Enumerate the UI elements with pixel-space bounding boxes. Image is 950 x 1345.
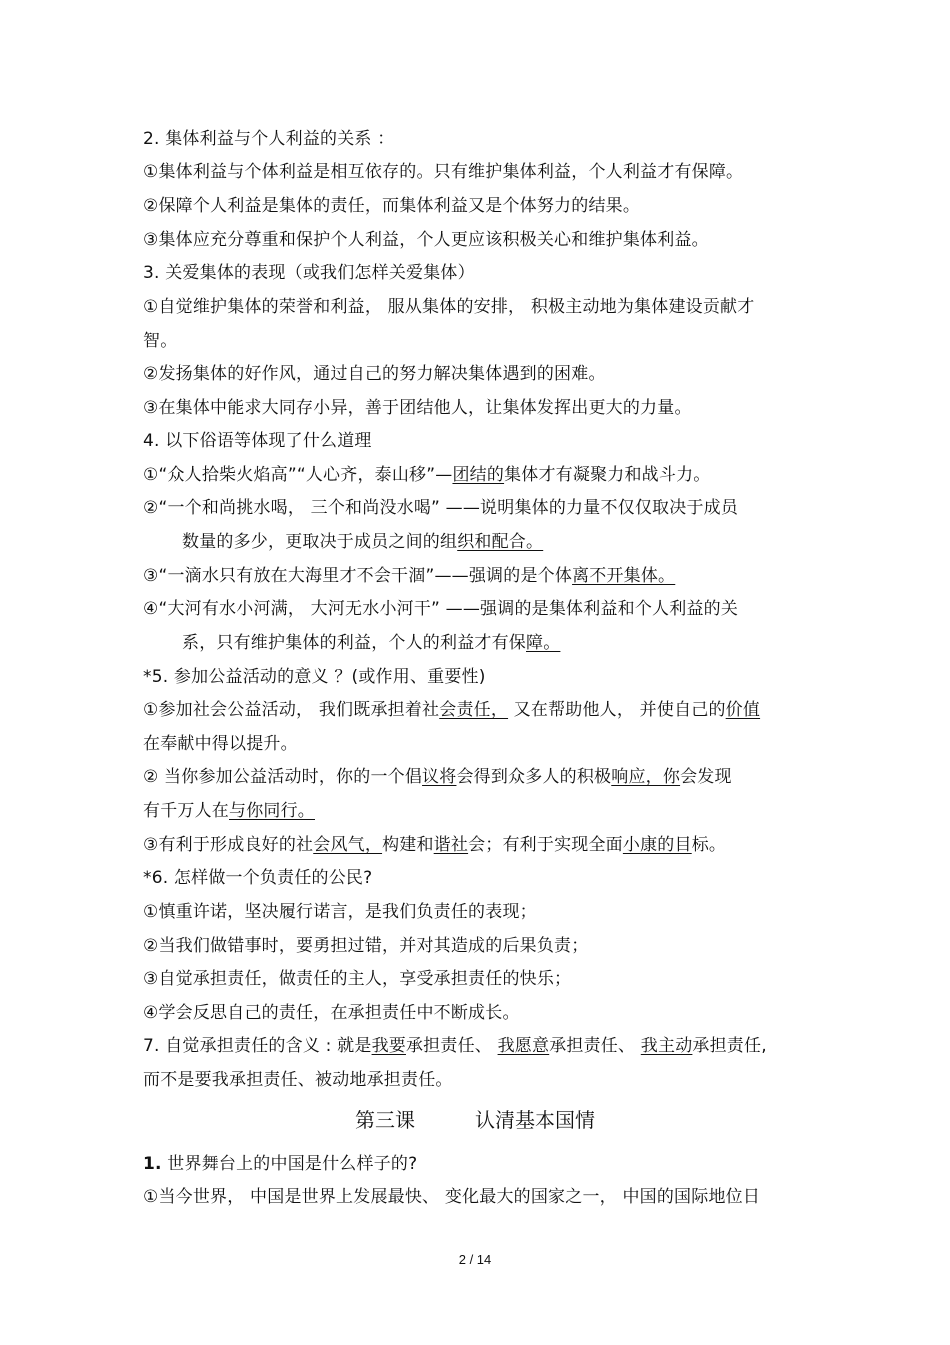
text-segment: 有千万人在 xyxy=(143,801,229,821)
text-segment: ③有利于形成良好的社 xyxy=(143,835,314,855)
text-segment: 又在帮助他人， 并使自己的 xyxy=(508,700,726,720)
heading-collective-personal-relation: 2. 集体利益与个人利益的关系 ： xyxy=(143,129,395,149)
underlined-text: 议将 xyxy=(422,767,457,787)
text-segment: 承担责任, xyxy=(692,1036,767,1056)
text-line: ②“一个和尚挑水喝， 三个和尚没水喝” ——说明集体的力量不仅仅取决于成员 xyxy=(143,498,739,518)
underlined-text: 会责任， xyxy=(439,700,509,720)
underlined-text: 价值 xyxy=(725,700,761,720)
underlined-text: 我要 xyxy=(371,1036,406,1056)
text-line: ③自觉承担责任，做责任的主人，享受承担责任的快乐； xyxy=(143,969,572,989)
text-line: ③集体应充分尊重和保护个人利益，个人更应该积极关心和维护集体利益。 xyxy=(143,230,709,250)
page-number: 2 / 14 xyxy=(458,1252,492,1267)
text-line: 而不是要我承担责任、被动地承担责任。 xyxy=(143,1070,453,1090)
text-line xyxy=(143,834,726,856)
text-line: ④学会反思自己的责任，在承担责任中不断成长。 xyxy=(143,1003,520,1023)
text-line: ①自觉维护集体的荣誉和利益， 服从集体的安排， 积极主动地为集体建设贡献才 xyxy=(143,297,755,317)
text-line: ②发扬集体的好作风，通过自己的努力解决集体遇到的困难。 xyxy=(143,364,606,384)
text-segment: 会得到众多人的积极 xyxy=(456,767,612,787)
text-line xyxy=(143,565,675,587)
underlined-text: 离不开集体。 xyxy=(572,566,676,586)
text-segment: ①“众人拾柴火焰高”“人心齐，泰山移”— xyxy=(143,465,453,485)
underlined-text: 我愿意 xyxy=(497,1036,550,1056)
text-segment: 会；有利于实现全面 xyxy=(468,835,623,855)
text-segment: ③“一滴水只有放在大海里才不会干涸”——强调的是个体 xyxy=(143,566,573,586)
heading-public-welfare: *5. 参加公益活动的意义 ？(或作用、重要性) xyxy=(143,667,486,687)
heading-china-world-stage xyxy=(143,1153,417,1175)
heading-responsible-citizen: *6. 怎样做一个负责任的公民? xyxy=(143,868,373,888)
item-number: 1. xyxy=(143,1154,162,1174)
text-line xyxy=(143,1035,767,1057)
text-segment: 承担责任、 xyxy=(549,1036,641,1056)
text-segment: 系，只有维护集体的利益，个人的利益才有保 xyxy=(182,633,526,653)
text-segment: 数量的多少，更取决于成员之间的组 xyxy=(182,532,458,552)
text-line xyxy=(143,800,315,822)
underlined-text: 会风气， xyxy=(313,835,383,855)
text-segment: ①参加社会公益活动， 我们既承担着社 xyxy=(143,700,440,720)
text-segment: 承担责任、 xyxy=(405,1036,498,1056)
underlined-text: 与你同行。 xyxy=(229,801,315,821)
text-line: ②保障个人利益是集体的责任，而集体利益又是个体努力的结果。 xyxy=(143,196,641,216)
underlined-text: 障。 xyxy=(526,633,561,653)
text-line xyxy=(143,464,710,486)
heading-proverbs: 4. 以下俗语等体现了什么道理 xyxy=(143,431,372,451)
text-line xyxy=(143,699,760,721)
text-segment: 7. 自觉承担责任的含义 : 就是 xyxy=(143,1036,372,1056)
underlined-text: 团结的 xyxy=(452,465,505,485)
text-line: ④“大河有水小河满， 大河无水小河干” ——强调的是集体利益和个人利益的关 xyxy=(143,599,739,619)
text-line: 智。 xyxy=(143,331,178,351)
text-line: ②当我们做错事时，要勇担过错，并对其造成的后果负责； xyxy=(143,936,589,956)
text-line xyxy=(143,766,732,788)
underlined-text: 小康的目 xyxy=(622,835,692,855)
text-segment: 集体才有凝聚力和战斗力。 xyxy=(504,465,711,485)
text-line xyxy=(182,531,543,553)
text-line: ①集体利益与个体利益是相互依存的。只有维护集体利益，个人利益才有保障。 xyxy=(143,162,744,182)
underlined-text: 织和配合。 xyxy=(457,532,544,552)
text-line: 在奉献中得以提升。 xyxy=(143,734,298,754)
lesson-number: 第三课 xyxy=(355,1108,415,1132)
text-line: ③在集体中能求大同存小异，善于团结他人，让集体发挥出更大的力量。 xyxy=(143,398,692,418)
text-segment: ② 当你参加公益活动时，你的一个倡 xyxy=(143,767,423,787)
underlined-text: 谐社 xyxy=(433,835,469,855)
lesson-name: 认清基本国情 xyxy=(475,1108,595,1132)
text-segment: 会发现 xyxy=(680,767,732,787)
text-segment: 标。 xyxy=(691,835,727,855)
text-line: ①当今世界， 中国是世界上发展最快、 变化最大的国家之一， 中国的国际地位日 xyxy=(143,1187,761,1207)
heading-care-collective: 3. 关爱集体的表现（或我们怎样关爱集体） xyxy=(143,263,475,283)
underlined-text: 响应，你 xyxy=(611,767,681,787)
underlined-text: 我主动 xyxy=(640,1036,693,1056)
text-line xyxy=(182,632,560,654)
lesson-title xyxy=(0,1104,950,1133)
text-line: ①慎重许诺，坚决履行诺言，是我们负责任的表现； xyxy=(143,902,537,922)
text-segment: 构建和 xyxy=(382,835,434,855)
text-segment: 世界舞台上的中国是什么样子的? xyxy=(161,1154,418,1174)
